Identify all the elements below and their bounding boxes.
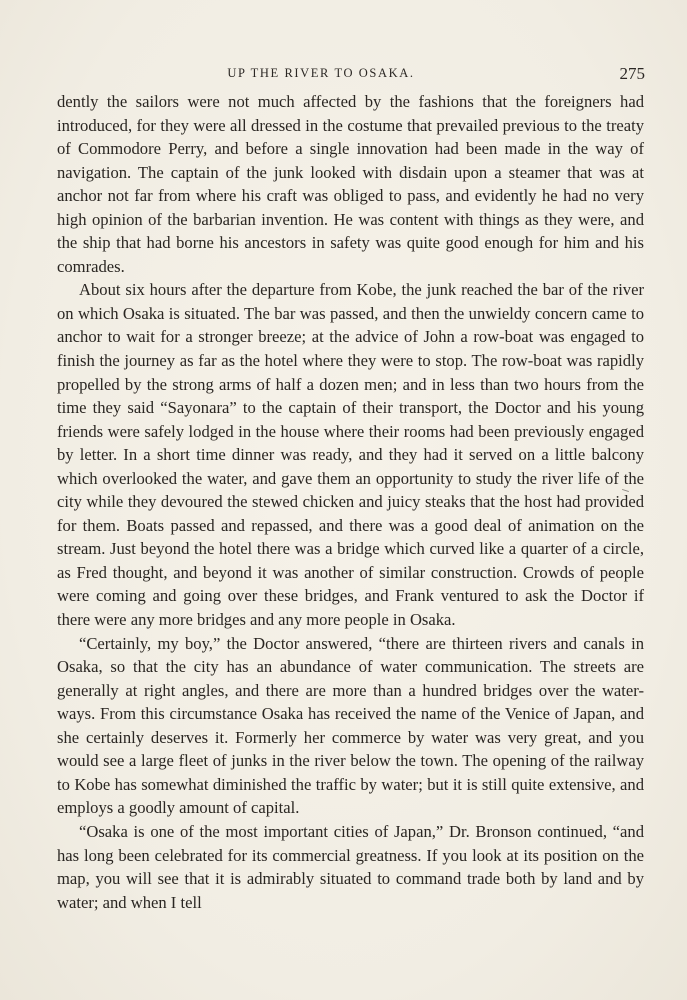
running-title: UP THE RIVER TO OSAKA. xyxy=(227,66,415,80)
paragraph: “Osaka is one of the most important cities of Japan,” Dr. Bronson continued, “and has long been celebrated for its commercial greatness. If you look at its position on the map, you will see that it is admirably situated to command trade both by land and by water; and when I tell xyxy=(57,821,644,912)
paragraph-continued: dently the sailors were not much affected by the fashions that the foreigners had introduced, for they were all dressed in the costume that prevailed previous to the treaty of Commodore Perry, and before a single innovation had been made in the way of navigation. The captain of the junk looked with disdain upon a steamer that was at anchor not far from where his craft was obliged to pass, and evidently he had no very high opinion of the barbarian invention. He was content with things as they were, and the ship that had borne his ancestors in safety was quite good enough for him and his comrades. xyxy=(57,92,644,276)
page-number: 275 xyxy=(619,64,645,83)
paragraph: “Certainly, my boy,” the Doctor answered, “there are thirteen rivers and canals in Osaka, so that the city has an abundance of water communication. The streets are generally at right angles, and there are more than a hundred bridges over the water-ways. From this circumstance Osaka has received the name of the Venice of Japan, and she certainly deserves it. Formerly her commerce by water was very great, and you would see a large fleet of junks in the river below the town. The opening of the railway to Kobe has somewhat diminished the traffic by water; but it is still quite extensive, and employs a goodly amount of capital. xyxy=(57,633,644,818)
body-text xyxy=(57,90,644,914)
running-header xyxy=(0,64,687,86)
paragraph: About six hours after the departure from Kobe, the junk reached the bar of the river on which Osaka is situated. The bar was passed, and then the unwieldy concern came to anchor to wait for a stronger breeze; at the advice of John a row-boat was engaged to finish the journey as far as the hotel where they were to stop. The row-boat was rapidly propelled by the strong arms of half a dozen men; and in less than two hours from the time they said “Sayonara” to the captain of their transport, the Doctor and his young friends were safely lodged in the house where their rooms had been previously engaged by letter. In a short time dinner was ready, and they had it served on a little balcony which overlooked the water, and gave them an opportunity to study the river life of the city while they devoured the stewed chicken and juicy steaks that the host had provided for them. Boats passed and repassed, and there was a good deal of animation on the stream. Just beyond the hotel there was a bridge which curved like a quarter of a circle, as Fred thought, and beyond it was another of similar construction. Crowds of people were coming and going over these bridges, and Frank ventured to ask the Doctor if there were any more bridges and any more people in Osaka. xyxy=(57,280,644,630)
